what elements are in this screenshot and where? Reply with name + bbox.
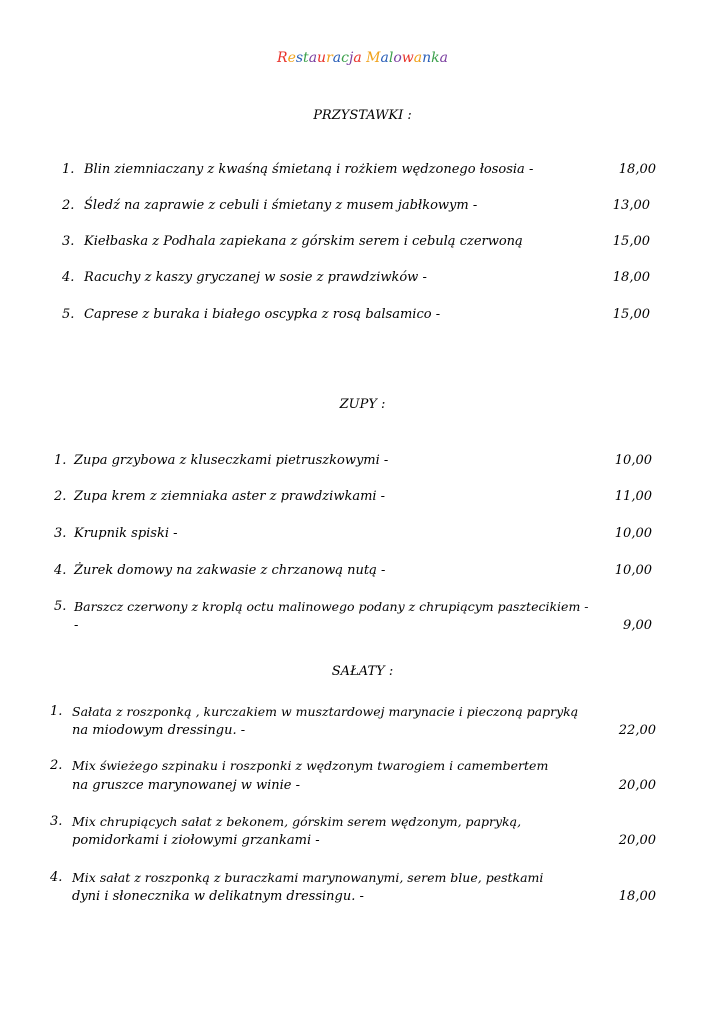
item-name: Zupa grzybowa z kluseczkami pietruszkowymi - (74, 453, 389, 468)
item-name: Kiełbaska z Podhala zapiekana z górskim serem i cebulą czerwoną (84, 234, 523, 249)
item-number: 1. (54, 453, 67, 468)
item-name: Mix sałat z roszponką z buraczkami marynowanymi, serem blue, pestkami (72, 870, 544, 885)
item-name: Zupa krem z ziemniaka aster z prawdziwkami - (74, 489, 386, 504)
item-name: Żurek domowy na zakwasie z chrzanową nutą - (74, 563, 386, 578)
item-price: 18,00 (618, 162, 656, 177)
item-price: 20,00 (618, 778, 656, 793)
section-heading-soups: ZUPY : (339, 397, 386, 412)
item-price: 13,00 (612, 198, 650, 213)
item-number: 1. (50, 704, 63, 719)
item-name-continuation: - (74, 618, 79, 633)
item-number: 4. (62, 270, 75, 285)
item-number: 5. (54, 599, 67, 614)
item-price: 20,00 (618, 833, 656, 848)
item-name: Caprese z buraka i białego oscypka z rosą balsamico - (84, 307, 441, 322)
item-name-continuation: na miodowym dressingu. - (72, 723, 246, 738)
item-price: 22,00 (618, 723, 656, 738)
item-price: 10,00 (614, 526, 652, 541)
item-number: 3. (62, 234, 75, 249)
item-number: 4. (50, 870, 63, 885)
section-heading-starters: PRZYSTAWKI : (313, 108, 412, 123)
restaurant-name-part2: Malowanka (366, 50, 448, 66)
item-name: Krupnik spiski - (74, 526, 178, 541)
item-price: 18,00 (618, 889, 656, 904)
item-price: 11,00 (614, 489, 652, 504)
item-price: 9,00 (623, 618, 652, 633)
item-price: 15,00 (612, 307, 650, 322)
item-name: Mix chrupiących sałat z bekonem, górskim serem wędzonym, papryką, (72, 814, 522, 829)
restaurant-name-part1: Restauracja (277, 50, 362, 66)
item-price: 10,00 (614, 453, 652, 468)
item-name: Blin ziemniaczany z kwaśną śmietaną i rożkiem wędzonego łososia - (84, 162, 534, 177)
item-name: Racuchy z kaszy gryczanej w sosie z prawdziwków - (84, 270, 427, 285)
item-number: 5. (62, 307, 75, 322)
item-number: 2. (54, 489, 67, 504)
item-price: 18,00 (612, 270, 650, 285)
item-name: Barszcz czerwony z kroplą octu malinowego podany z chrupiącym pasztecikiem - (74, 599, 589, 614)
item-name-continuation: pomidorkami i ziołowymi grzankami - (72, 833, 320, 848)
item-number: 2. (62, 198, 75, 213)
item-name: Mix świeżego szpinaku i roszponki z wędzonym twarogiem i camembertem (72, 758, 549, 773)
item-name: Sałata z roszponką , kurczakiem w musztardowej marynacie i pieczoną papryką (72, 704, 579, 719)
item-name-continuation: dyni i słonecznika w delikatnym dressingu. - (72, 889, 364, 904)
restaurant-title (0, 50, 725, 66)
item-price: 15,00 (612, 234, 650, 249)
item-number: 1. (62, 162, 75, 177)
item-name: Śledź na zaprawie z cebuli i śmietany z musem jabłkowym - (84, 198, 478, 213)
item-number: 4. (54, 563, 67, 578)
item-number: 3. (50, 814, 63, 829)
section-heading-salads: SAŁATY : (331, 664, 394, 679)
item-price: 10,00 (614, 563, 652, 578)
item-number: 2. (50, 758, 63, 773)
item-name-continuation: na gruszce marynowanej w winie - (72, 778, 301, 793)
item-number: 3. (54, 526, 67, 541)
